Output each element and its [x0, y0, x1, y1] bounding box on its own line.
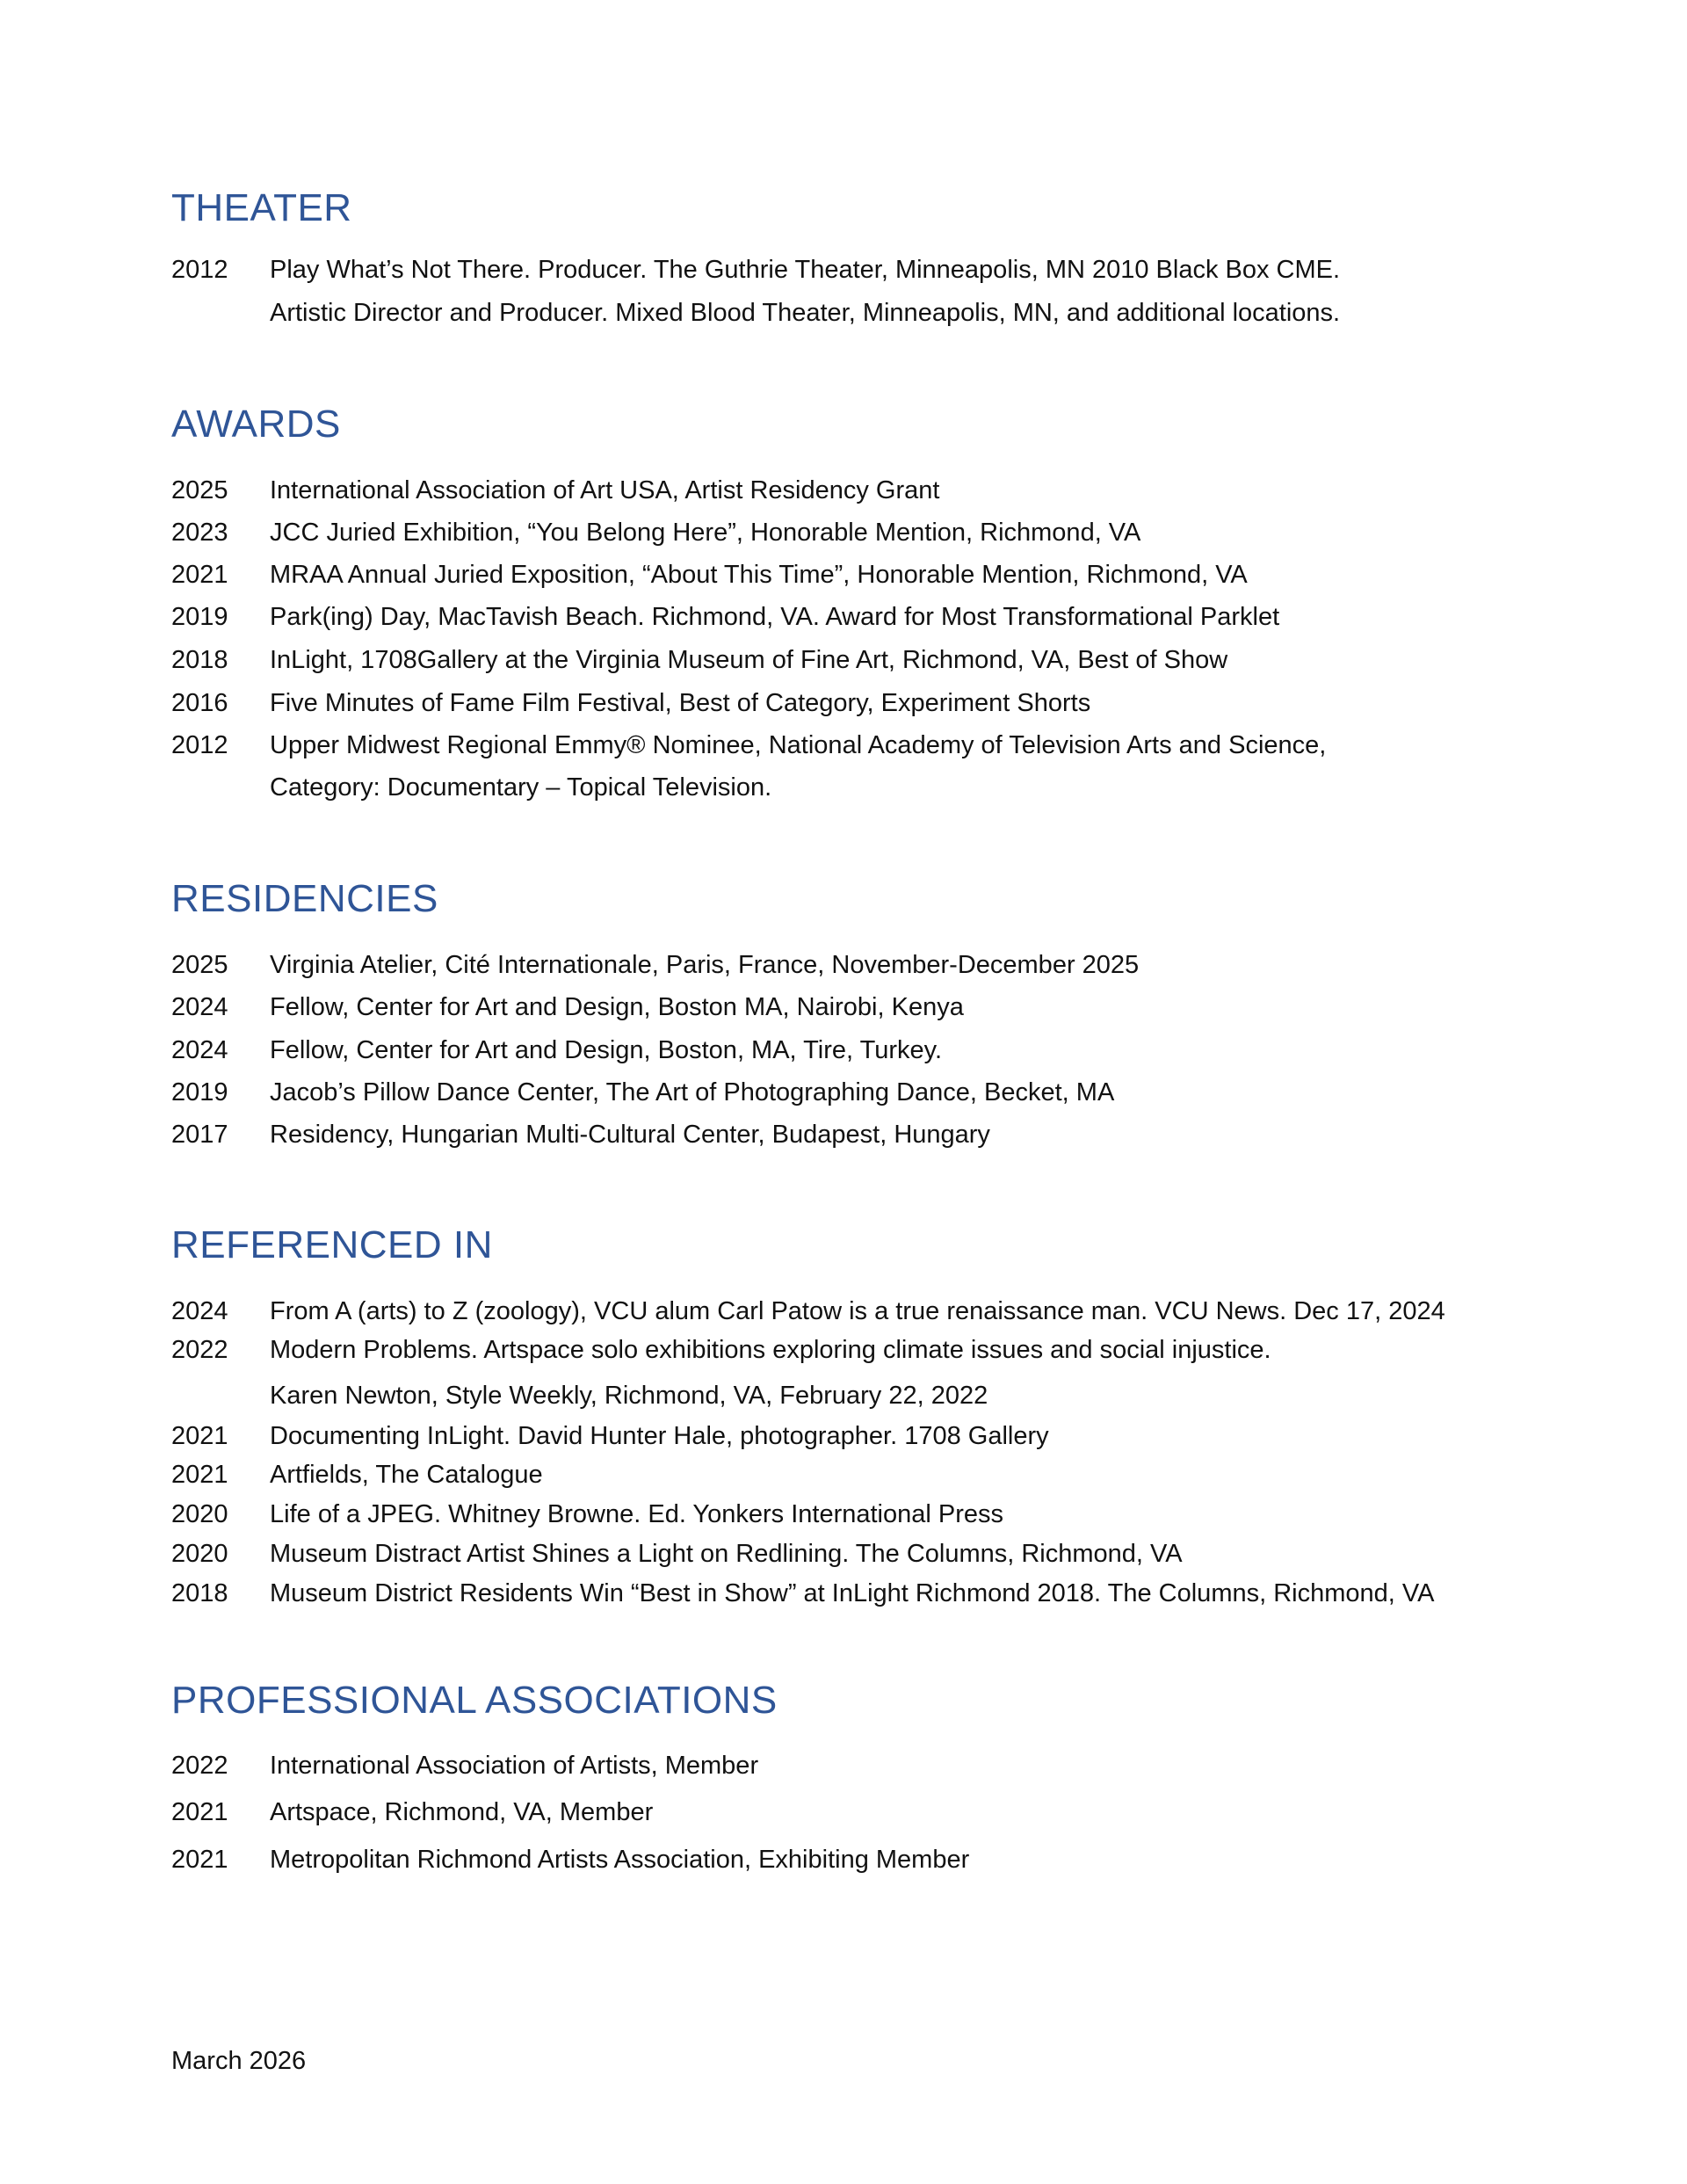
entry-text-continued: Category: Documentary – Topical Television. [270, 773, 772, 802]
residency-entry [171, 1077, 1114, 1107]
award-entry [171, 560, 1248, 590]
entry-text: Life of a JPEG. Whitney Browne. Ed. Yonkers International Press [270, 1500, 1003, 1528]
entry-year: 2024 [171, 993, 228, 1021]
entry-text: From A (arts) to Z (zoology), VCU alum Carl Patow is a true renaissance man. VCU News. Dec 17, 2024 [270, 1297, 1445, 1325]
footer-date: March 2026 [171, 2047, 307, 2075]
entry-text: Museum District Residents Win “Best in Show” at InLight Richmond 2018. The Columns, Richmond, VA [270, 1579, 1435, 1607]
entry-text: Metropolitan Richmond Artists Association, Exhibiting Member [270, 1846, 970, 1874]
entry-year: 2023 [171, 519, 228, 547]
entry-year: 2021 [171, 1846, 228, 1874]
entry-text: Artspace, Richmond, VA, Member [270, 1798, 654, 1826]
entry-year: 2022 [171, 1336, 228, 1364]
entry-year: 2021 [171, 561, 228, 589]
entry-year: 2021 [171, 1422, 228, 1450]
entry-year: 2018 [171, 646, 228, 674]
residency-entry [171, 1120, 990, 1150]
entry-year: 2021 [171, 1461, 228, 1489]
reference-entry [171, 1539, 1183, 1569]
section-title-referenced-in: REFERENCED IN [171, 1223, 493, 1266]
entry-text: Upper Midwest Regional Emmy® Nominee, National Academy of Television Arts and Science, [270, 731, 1327, 759]
reference-entry [171, 1499, 1003, 1529]
award-entry [171, 730, 1326, 760]
entry-text-continued: Karen Newton, Style Weekly, Richmond, VA, February 22, 2022 [270, 1382, 988, 1410]
residency-entry [171, 950, 1139, 980]
association-entry [171, 1797, 653, 1827]
section-title-residencies: RESIDENCIES [171, 877, 438, 920]
reference-entry [171, 1460, 543, 1490]
entry-text: International Association of Art USA, Artist Residency Grant [270, 476, 940, 504]
entry-year: 2022 [171, 1752, 228, 1780]
entry-year: 2025 [171, 476, 228, 504]
entry-text: Play What’s Not There. Producer. The Guthrie Theater, Minneapolis, MN 2010 Black Box CME. [270, 256, 1341, 284]
entry-text-continued: Artistic Director and Producer. Mixed Blood Theater, Minneapolis, MN, and additional locations. [270, 299, 1341, 327]
residency-entry [171, 1035, 942, 1065]
entry-text: JCC Juried Exhibition, “You Belong Here”, Honorable Mention, Richmond, VA [270, 519, 1141, 547]
entry-text: InLight, 1708Gallery at the Virginia Museum of Fine Art, Richmond, VA, Best of Show [270, 646, 1228, 674]
reference-entry [171, 1296, 1445, 1326]
award-entry [171, 645, 1227, 675]
award-entry [171, 475, 939, 505]
reference-entry [171, 1335, 1271, 1365]
association-entry [171, 1751, 758, 1781]
entry-text: Modern Problems. Artspace solo exhibitions exploring climate issues and social injustice. [270, 1336, 1271, 1364]
entry-text: Fellow, Center for Art and Design, Boston, MA, Tire, Turkey. [270, 1036, 943, 1064]
entry-text: Virginia Atelier, Cité Internationale, Paris, France, November-December 2025 [270, 951, 1140, 979]
entry-year: 2021 [171, 1798, 228, 1826]
reference-entry [171, 1421, 1049, 1451]
entry-text: Jacob’s Pillow Dance Center, The Art of Photographing Dance, Becket, MA [270, 1078, 1115, 1107]
section-title-awards: AWARDS [171, 403, 341, 446]
entry-text: Artfields, The Catalogue [270, 1461, 543, 1489]
award-entry [171, 602, 1279, 632]
entry-text: MRAA Annual Juried Exposition, “About This Time”, Honorable Mention, Richmond, VA [270, 561, 1248, 589]
entry-year: 2020 [171, 1540, 228, 1568]
award-entry [171, 518, 1140, 548]
entry-year: 2024 [171, 1036, 228, 1064]
entry-text: Documenting InLight. David Hunter Hale, photographer. 1708 Gallery [270, 1422, 1049, 1450]
section-title-professional-associations: PROFESSIONAL ASSOCIATIONS [171, 1679, 778, 1722]
entry-year: 2012 [171, 731, 228, 759]
entry-year: 2018 [171, 1579, 228, 1607]
entry-year: 2017 [171, 1121, 228, 1149]
residency-entry [171, 992, 964, 1022]
section-title-theater: THEATER [171, 186, 352, 229]
entry-text: International Association of Artists, Member [270, 1752, 759, 1780]
entry-year: 2019 [171, 603, 228, 631]
entry-text: Fellow, Center for Art and Design, Boston MA, Nairobi, Kenya [270, 993, 964, 1021]
theater-entry [171, 255, 1340, 285]
entry-text: Museum Distract Artist Shines a Light on Redlining. The Columns, Richmond, VA [270, 1540, 1183, 1568]
entry-text: Residency, Hungarian Multi-Cultural Center, Budapest, Hungary [270, 1121, 990, 1149]
entry-year: 2012 [171, 256, 228, 284]
entry-year: 2020 [171, 1500, 228, 1528]
entry-year: 2025 [171, 951, 228, 979]
reference-entry [171, 1578, 1434, 1608]
entry-year: 2024 [171, 1297, 228, 1325]
entry-year: 2019 [171, 1078, 228, 1107]
entry-year: 2016 [171, 689, 228, 717]
association-entry [171, 1845, 969, 1875]
award-entry [171, 688, 1090, 718]
entry-text: Park(ing) Day, MacTavish Beach. Richmond, VA. Award for Most Transformational Parklet [270, 603, 1280, 631]
entry-text: Five Minutes of Fame Film Festival, Best of Category, Experiment Shorts [270, 689, 1091, 717]
